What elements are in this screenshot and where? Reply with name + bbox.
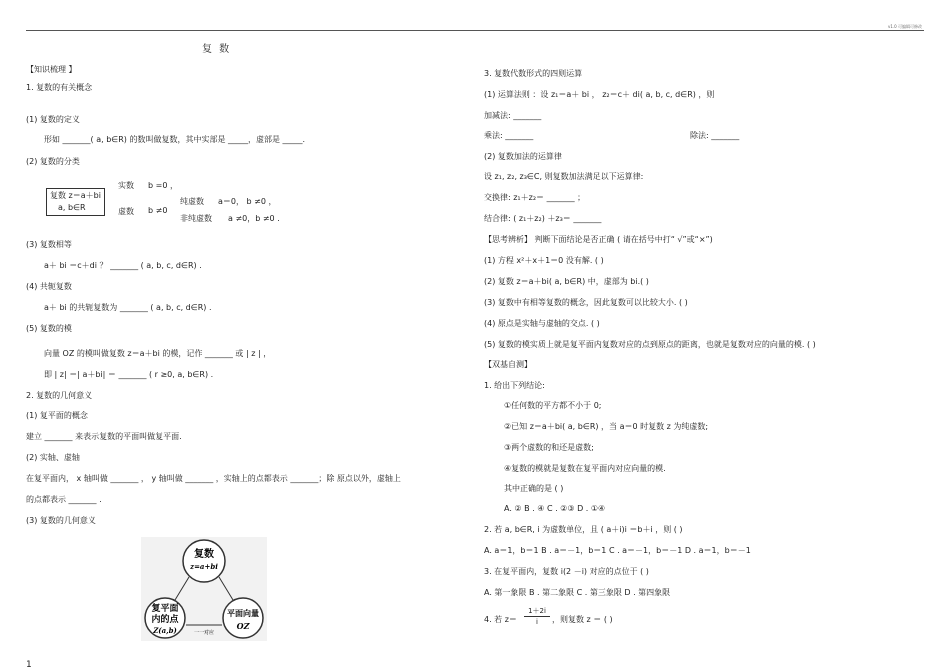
diagram-left-label-1: 复平面 [151,604,179,614]
multiply-label: 乘法: _______ [484,131,534,140]
class-pure-cond: a＝0， b ≠0 ， [218,197,277,206]
question-1-a: ①任何数的平方都不小于 0; [504,401,602,410]
class-real-cond: b =0 ， [148,181,178,190]
heading-3: 3. 复数代数形式的四则运算 [484,69,583,78]
complex-number-circle [183,540,225,582]
class-real-label: 实数 [118,181,134,190]
think-item-1: (1) 方程 x²＋x＋1＝0 没有解. ( ) [484,256,604,265]
divide-label: 除法: _______ [690,131,740,140]
axis-text-2: 的点都表示 _______ . [26,495,102,504]
classification-box-line2: a, b∈R [58,203,86,212]
left-arrow-line [175,577,189,600]
diagram-left-label-2: 内的点 [151,615,179,625]
question-1: 1. 给出下列结论: [484,381,545,390]
header-version-text: v1.0 可编辑可修改 [888,24,922,29]
right-arrow-line [219,577,233,600]
class-imag-cond: b ≠0 [148,206,168,215]
laws-heading: (2) 复数加法的运算律 [484,152,562,161]
question-4-numerator: 1＋2i [524,606,550,617]
class-imag-label: 虚数 [118,207,134,216]
classification-heading: (2) 复数的分类 [26,157,80,166]
self-test-heading: 【双基自测】 [484,360,532,369]
question-4-prefix: 4. 若 z＝ [484,615,517,624]
laws-intro: 设 z₁, z₂, z₃∈C, 则复数加法满足以下运算律: [484,172,644,181]
think-item-2: (2) 复数 z＝a＋bi( a, b∈R) 中，虚部为 bi.( ) [484,277,649,286]
class-nonpure-label: 非纯虚数 [180,214,212,223]
operations-heading: (1) 运算法则 ：设 z₁＝a＋ bi ， z₂＝c＋ di( a, b, c, d∈R) ，则 [484,90,715,99]
classification-box [46,188,105,216]
heading-2: 2. 复数的几何意义 [26,391,93,400]
conjugate-heading: (4) 共轭复数 [26,282,72,291]
question-4-suffix: ，则复数 z ＝ ( ) [552,615,613,624]
question-1-e: 其中正确的是 ( ) [504,484,564,493]
axis-heading: (2) 实轴、虚轴 [26,453,80,462]
diagram-arrow-label: 一一对应 [193,630,215,636]
geometric-heading: (3) 复数的几何意义 [26,516,96,525]
question-1-options: A. ② B . ④ C . ②③ D . ①④ [504,504,606,513]
definition-heading: (1) 复数的定义 [26,115,80,124]
section-knowledge-heading: 【知识梳理 】 [26,65,77,74]
axis-text-1: 在复平面内， x 轴叫做 _______ ， y 轴叫做 _______ ，实轴上的点都表示 _______；除 原点以外，虚轴上 [26,474,401,483]
think-item-4: (4) 原点是实轴与虚轴的交点. ( ) [484,319,600,328]
heading-1: 1. 复数的有关概念 [26,83,93,92]
question-1-d: ④复数的模就是复数在复平面内对应向量的模. [504,464,666,473]
diagram-left-sub: Z(a,b) [153,626,177,635]
equality-text: a＋ bi ＝c＋di ？ _______ ( a, b, c, d∈R) . [44,261,202,270]
modulus-heading: (5) 复数的模 [26,324,72,333]
class-nonpure-cond: a ≠0，b ≠0 . [228,214,280,223]
diagram-top-sub: z=a+bi [190,562,218,571]
think-heading: 【思考辨析】 判断下面结论是否正确 ( 请在括号中打“ √”或“×”) [484,235,713,244]
plane-heading: (1) 复平面的概念 [26,411,88,420]
classification-box-line1: 复数 z＝a＋bi [50,191,101,200]
question-3: 3. 在复平面内，复数 i(2 －i) 对应的点位于 ( ) [484,567,649,576]
correspondence-diagram-svg [141,537,267,641]
header-rule [26,30,924,31]
modulus-text-2: 即 | z| ＝| a＋bi| ＝ _______ ( r ≥0, a, b∈R) . [44,370,214,379]
commutative-law: 交换律: z₁＋z₂＝ _______ ； [484,193,586,202]
page-number: 1 [26,660,32,670]
equality-heading: (3) 复数相等 [26,240,72,249]
modulus-text-1: 向量 OZ 的模叫做复数 z＝a＋bi 的模，记作 _______ 或 | z | ， [44,349,272,358]
definition-text: 形如 _______( a, b∈R) 的数叫做复数，其中实部是 _____，虚部是 _____. [44,135,306,144]
correspondence-diagram [141,537,267,641]
question-1-b: ②已知 z＝a＋bi( a, b∈R) ，当 a＝0 时复数 z 为纯虚数; [504,422,709,431]
conjugate-text: a＋ bi 的共轭复数为 _______ ( a, b, c, d∈R) . [44,303,212,312]
think-item-5: (5) 复数的模实质上就是复平面内复数对应的点到原点的距离，也就是复数对应的向量的模. ( ) [484,340,816,349]
think-item-3: (3) 复数中有相等复数的概念，因此复数可以比较大小. ( ) [484,298,688,307]
question-2: 2. 若 a, b∈R, i 为虚数单位，且 ( a＋i)i ＝b＋i ，则 ( ) [484,525,683,534]
vector-circle [223,598,263,638]
question-4-denominator: i [536,618,538,626]
question-3-options: A. 第一象限 B . 第二象限 C . 第三象限 D . 第四象限 [484,588,671,597]
associative-law: 结合律: ( z₁＋z₂) ＋z₃＝ _______ [484,214,602,223]
add-sub-label: 加减法: _______ [484,111,542,120]
page-title: 复 数 [202,44,232,55]
question-1-c: ③两个虚数的和还是虚数; [504,443,594,452]
class-pure-label: 纯虚数 [180,197,204,206]
diagram-right-sub: OZ [236,621,250,631]
diagram-top-label: 复数 [194,549,214,560]
diagram-right-label: 平面向量 [227,609,259,618]
question-2-options: A. a＝1，b＝1 B . a＝－1，b＝1 C . a＝－1，b＝－1 D . a＝1，b＝－1 [484,546,751,555]
plane-text: 建立 _______ 来表示复数的平面叫做复平面. [26,432,182,441]
